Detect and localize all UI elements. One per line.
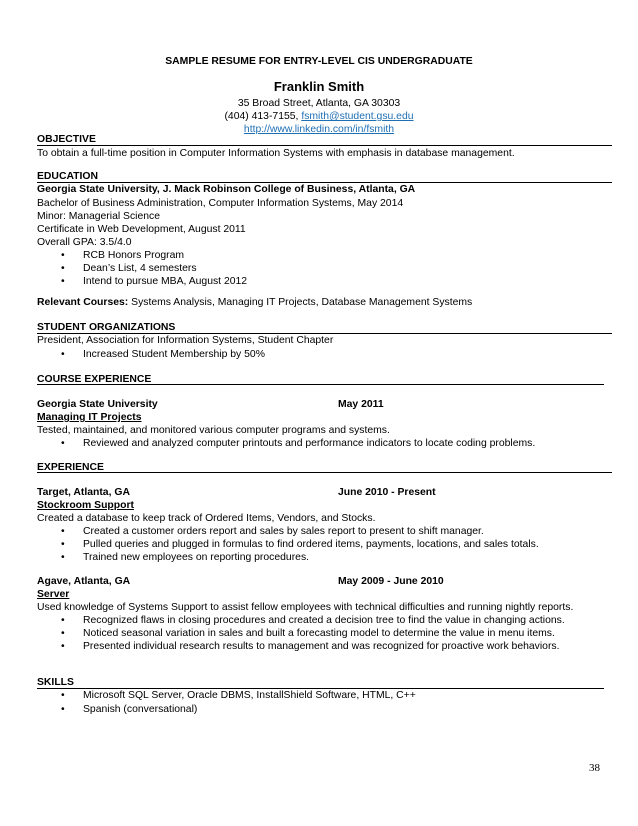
organizations-role: President, Association for Information Systems, Student Chapter xyxy=(37,335,334,346)
education-certificate: Certificate in Web Development, August 2011 xyxy=(37,224,246,235)
experience-heading: EXPERIENCE xyxy=(37,462,104,473)
objective-rule xyxy=(37,145,612,146)
job-date: May 2009 - June 2010 xyxy=(338,576,444,587)
relevant-courses-text: Systems Analysis, Managing IT Projects, Database Management Systems xyxy=(128,297,473,308)
bullet-icon: • xyxy=(61,349,65,360)
education-gpa: Overall GPA: 3.5/4.0 xyxy=(37,237,132,248)
education-heading: EDUCATION xyxy=(37,171,98,182)
organizations-heading: STUDENT ORGANIZATIONS xyxy=(37,322,176,333)
course-date: May 2011 xyxy=(338,399,384,410)
job-title: Server xyxy=(37,589,70,600)
bullet-icon: • xyxy=(61,628,65,639)
experience-rule xyxy=(37,472,612,473)
page-number: 38 xyxy=(589,762,600,774)
education-school: Georgia State University, J. Mack Robinson College of Business, Atlanta, GA xyxy=(37,184,416,195)
bullet-icon: • xyxy=(61,263,65,274)
job-org: Agave, Atlanta, GA xyxy=(37,576,131,587)
job-org: Target, Atlanta, GA xyxy=(37,487,130,498)
job-title: Stockroom Support xyxy=(37,500,134,511)
contact-line xyxy=(0,110,638,123)
bullet-icon: • xyxy=(61,250,65,261)
bullet-icon: • xyxy=(61,690,65,701)
bullet-icon: • xyxy=(61,539,65,550)
course-title: Managing IT Projects xyxy=(37,412,142,423)
linkedin-link[interactable]: http://www.linkedin.com/in/fsmith xyxy=(243,124,395,135)
phone: (404) 413-7155, xyxy=(224,111,299,122)
bullet-icon: • xyxy=(61,552,65,563)
education-minor: Minor: Managerial Science xyxy=(37,211,161,222)
bullet-icon: • xyxy=(61,526,65,537)
bullet-icon: • xyxy=(61,704,65,715)
objective-text: To obtain a full-time position in Computer Information Systems with emphasis in database management. xyxy=(37,148,515,159)
job-desc: Used knowledge of Systems Support to assist fellow employees with technical difficulties and running nightly reports. xyxy=(37,602,574,613)
course-experience-rule xyxy=(37,384,604,385)
course-org: Georgia State University xyxy=(37,399,158,410)
job-date: June 2010 - Present xyxy=(338,487,436,498)
address: 35 Broad Street, Atlanta, GA 30303 xyxy=(237,98,401,109)
relevant-courses xyxy=(37,296,472,309)
candidate-name: Franklin Smith xyxy=(273,79,365,94)
document-title: SAMPLE RESUME FOR ENTRY-LEVEL CIS UNDERGRADUATE xyxy=(165,56,473,67)
bullet-icon: • xyxy=(61,276,65,287)
course-desc: Tested, maintained, and monitored various computer programs and systems. xyxy=(37,425,390,436)
relevant-courses-label: Relevant Courses: xyxy=(37,297,129,308)
email-link[interactable]: fsmith@student.gsu.edu xyxy=(301,111,414,122)
education-degree: Bachelor of Business Administration, Computer Information Systems, May 2014 xyxy=(37,198,404,209)
bullet-icon: • xyxy=(61,641,65,652)
bullet-icon: • xyxy=(61,615,65,626)
objective-heading: OBJECTIVE xyxy=(37,134,96,145)
skills-heading: SKILLS xyxy=(37,677,74,688)
job-desc: Created a database to keep track of Ordered Items, Vendors, and Stocks. xyxy=(37,513,376,524)
bullet-icon: • xyxy=(61,438,65,449)
course-experience-heading: COURSE EXPERIENCE xyxy=(37,374,152,385)
